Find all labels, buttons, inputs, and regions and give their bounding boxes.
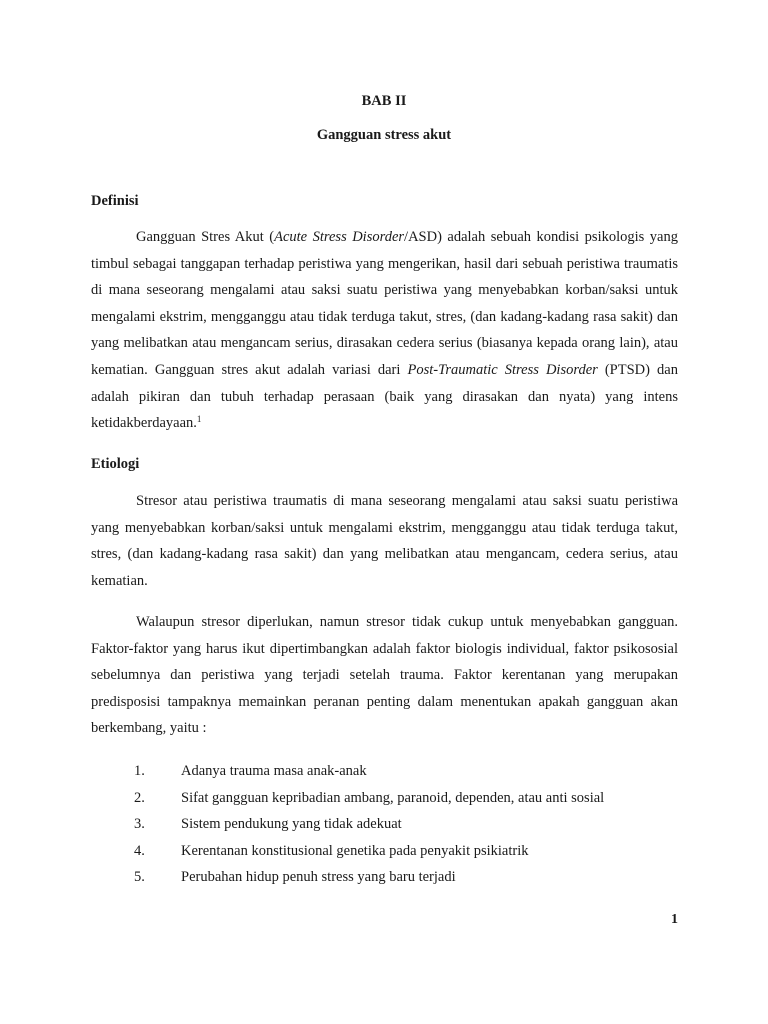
etiologi-paragraph-2: Walaupun stresor diperlukan, namun stresor tidak cukup untuk menyebabkan gangguan. Faktor-faktor yang harus ikut dipertimbangkan adalah faktor biologis individual, faktor psikososial sebelumnya dan peristiwa yang terjadi setelah trauma. Faktor kerentanan yang merupakan predisposisi tampaknya memainkan peranan penting dalam menentukan apakah gangguan akan berkembang, yaitu : bbox=[91, 614, 678, 737]
list-item bbox=[0, 758, 768, 785]
list-item bbox=[0, 838, 768, 865]
list-item-text: Adanya trauma masa anak-anak bbox=[181, 763, 367, 779]
list-item-number: 2. bbox=[134, 789, 145, 806]
chapter-heading: BAB II bbox=[361, 93, 407, 109]
definisi-text-2: /ASD) adalah sebuah kondisi psikologis yang timbul sebagai tanggapan terhadap peristiwa yang mengerikan, hasil dari sebuah peristiwa traumatis di mana seseorang mengalami atau saksi suatu peristiwa yang menyebabkan korban/saksi untuk mengalami ekstrim, mengganggu atau tidak terduga takut, stres, (dan kadang-kadang rasa sakit) dan yang melibatkan atau mengancam serius, dirasakan cedera serius (biasanya kepada orang lain), atau kematian. Gangguan stres akut adalah variasi dari bbox=[91, 229, 678, 378]
definisi-text-1: Gangguan Stres Akut ( bbox=[136, 229, 275, 245]
definisi-paragraph bbox=[91, 224, 678, 437]
list-item bbox=[0, 811, 768, 838]
list-item bbox=[0, 785, 768, 812]
section-heading-definisi: Definisi bbox=[91, 193, 139, 209]
list-item-number: 5. bbox=[134, 869, 145, 886]
factor-list bbox=[0, 758, 768, 891]
definisi-italic-ptsd: Post-Traumatic Stress Disorder bbox=[407, 361, 598, 378]
definisi-italic-asd: Acute Stress Disorder bbox=[274, 229, 405, 245]
list-item-text: Kerentanan konstitusional genetika pada penyakit psikiatrik bbox=[181, 842, 529, 859]
list-item-text: Sifat gangguan kepribadian ambang, paranoid, dependen, atau anti sosial bbox=[181, 789, 605, 806]
section-heading-etiologi: Etiologi bbox=[91, 456, 140, 472]
definisi-text-3: (PTSD) dan adalah pikiran dan tubuh terhadap perasaan (baik yang dirasakan dan nyata) yang intens ketidakberdayaan. bbox=[91, 361, 678, 432]
list-item-text: Perubahan hidup penuh stress yang baru terjadi bbox=[181, 869, 456, 886]
list-item-number: 3. bbox=[134, 816, 145, 833]
list-item bbox=[0, 864, 768, 891]
footnote-marker: 1 bbox=[196, 414, 202, 425]
list-item-number: 1. bbox=[134, 763, 145, 779]
list-item-text: Sistem pendukung yang tidak adekuat bbox=[181, 816, 402, 833]
list-item-number: 4. bbox=[134, 842, 145, 859]
page-number: 1 bbox=[671, 912, 678, 927]
chapter-title: Gangguan stress akut bbox=[316, 127, 452, 143]
etiologi-paragraph-1: Stresor atau peristiwa traumatis di mana seseorang mengalami atau saksi suatu peristiwa yang menyebabkan korban/saksi untuk mengalami ekstrim, mengganggu atau tidak terduga takut, stres, (dan kadang-kadang rasa sakit) dan yang melibatkan atau mengancam, cedera serius, atau kematian. bbox=[91, 493, 678, 589]
